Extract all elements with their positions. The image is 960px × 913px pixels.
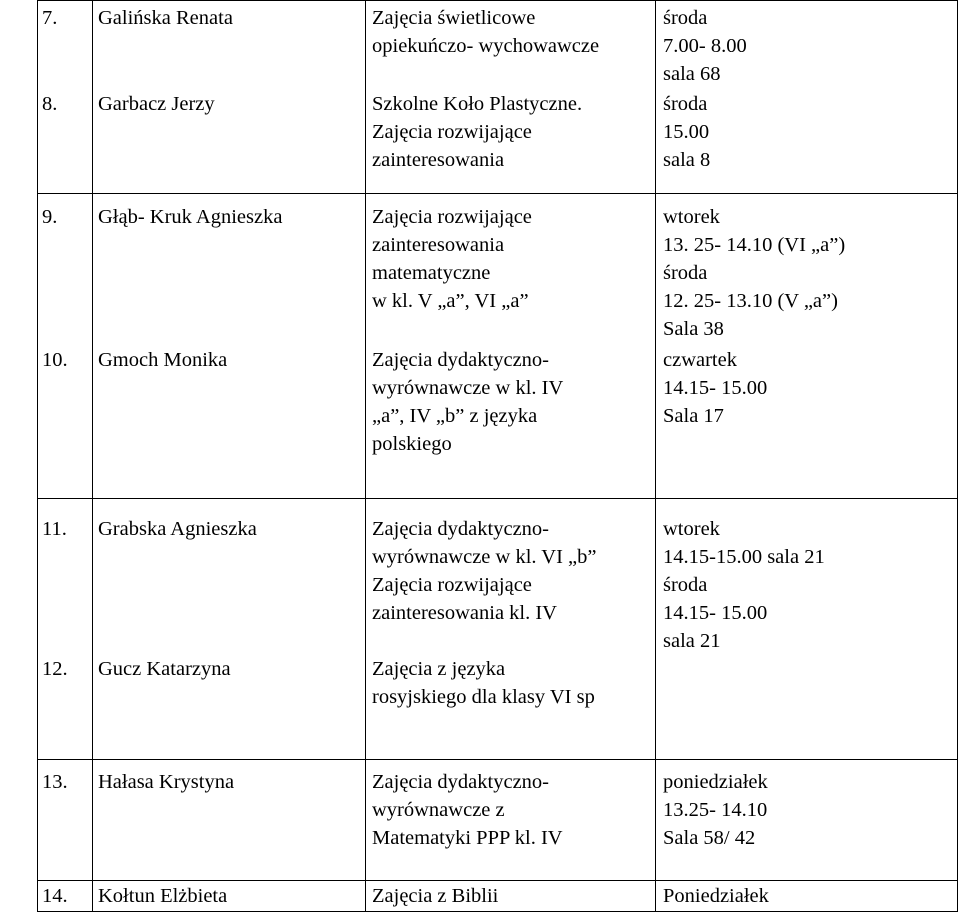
schedule-info — [663, 90, 710, 174]
schedule-line: 15.00 — [663, 121, 710, 143]
schedule-line: Sala 17 — [663, 405, 724, 427]
activity-line: w kl. V „a”, VI „a” — [372, 290, 529, 312]
activity-line: Zajęcia z języka — [372, 658, 506, 680]
activity-line: wyrównawcze w kl. IV — [372, 377, 564, 399]
activity-description — [372, 515, 596, 627]
schedule-line: czwartek — [663, 349, 737, 371]
activity-line: matematyczne — [372, 262, 491, 284]
activity-line: Zajęcia dydaktyczno- — [372, 349, 550, 371]
row-number: 11. — [42, 518, 67, 540]
activity-line: rosyjskiego dla klasy VI sp — [372, 686, 595, 708]
schedule-line: 14.15-15.00 sala 21 — [663, 546, 825, 568]
activity-description — [372, 882, 498, 910]
schedule-line: środa — [663, 7, 708, 29]
column-divider — [957, 0, 958, 912]
column-divider — [655, 0, 656, 912]
activity-description — [372, 4, 599, 60]
activity-description — [372, 90, 582, 174]
row-divider — [37, 498, 958, 499]
activity-line: zainteresowania kl. IV — [372, 602, 557, 624]
schedule-line: 7.00- 8.00 — [663, 35, 747, 57]
schedule-line: środa — [663, 262, 708, 284]
schedule-line: sala 21 — [663, 630, 721, 652]
activity-description — [372, 203, 532, 315]
schedule-line: Sala 58/ 42 — [663, 827, 756, 849]
activity-line: zainteresowania — [372, 149, 505, 171]
row-number: 8. — [42, 93, 58, 115]
schedule-line: 13.25- 14.10 — [663, 799, 768, 821]
schedule-line: wtorek — [663, 518, 720, 540]
schedule-line: 14.15- 15.00 — [663, 602, 768, 624]
schedule-line: sala 8 — [663, 149, 711, 171]
schedule-line: Poniedziałek — [663, 885, 769, 907]
schedule-line: 14.15- 15.00 — [663, 377, 768, 399]
schedule-line: środa — [663, 93, 708, 115]
activity-description — [372, 768, 563, 852]
schedule-line: 12. 25- 13.10 (V „a”) — [663, 290, 838, 312]
schedule-line: sala 68 — [663, 63, 721, 85]
activity-line: Zajęcia dydaktyczno- — [372, 771, 550, 793]
activity-line: Zajęcia rozwijające — [372, 574, 532, 596]
teacher-name: Grabska Agnieszka — [98, 518, 257, 540]
teacher-name: Hałasa Krystyna — [98, 771, 235, 793]
schedule-line: środa — [663, 574, 708, 596]
activity-line: Zajęcia świetlicowe — [372, 7, 536, 29]
activity-line: Matematyki PPP kl. IV — [372, 827, 563, 849]
column-divider — [92, 0, 93, 912]
row-divider — [37, 880, 958, 881]
row-divider — [37, 759, 958, 760]
activity-line: opiekuńczo- wychowawcze — [372, 35, 600, 57]
activity-line: wyrównawcze w kl. VI „b” — [372, 546, 597, 568]
activity-line: Zajęcia dydaktyczno- — [372, 518, 550, 540]
row-number: 14. — [42, 885, 68, 907]
schedule-info — [663, 515, 825, 655]
row-number: 13. — [42, 771, 68, 793]
activity-line: „a”, IV „b” z języka — [372, 405, 538, 427]
schedule-info — [663, 768, 768, 852]
teacher-name: Kołtun Elżbieta — [98, 885, 228, 907]
schedule-info — [663, 203, 845, 343]
schedule-line: 13. 25- 14.10 (VI „a”) — [663, 234, 846, 256]
column-divider — [365, 0, 366, 912]
schedule-line: poniedziałek — [663, 771, 768, 793]
activity-line: polskiego — [372, 433, 452, 455]
teacher-name: Gucz Katarzyna — [98, 658, 231, 680]
table-border-bottom — [37, 911, 958, 912]
activity-line: zainteresowania — [372, 234, 505, 256]
schedule-info — [663, 4, 747, 88]
activity-line: Zajęcia z Biblii — [372, 885, 499, 907]
row-number: 10. — [42, 349, 68, 371]
activity-line: Zajęcia rozwijające — [372, 206, 532, 228]
schedule-line: Sala 38 — [663, 318, 724, 340]
teacher-name: Głąb- Kruk Agnieszka — [98, 206, 283, 228]
column-divider — [37, 0, 38, 912]
schedule-line: wtorek — [663, 206, 720, 228]
row-number: 7. — [42, 7, 58, 29]
row-divider — [37, 193, 958, 194]
activity-description — [372, 346, 563, 458]
activity-line: wyrównawcze z — [372, 799, 505, 821]
row-number: 12. — [42, 658, 68, 680]
activity-line: Szkolne Koło Plastyczne. — [372, 93, 583, 115]
teacher-name: Garbacz Jerzy — [98, 93, 215, 115]
teacher-name: Gmoch Monika — [98, 349, 228, 371]
schedule-info — [663, 882, 769, 910]
row-number: 9. — [42, 206, 58, 228]
schedule-info — [663, 346, 767, 430]
teacher-name: Galińska Renata — [98, 7, 233, 29]
table-border-top — [37, 0, 958, 1]
activity-line: Zajęcia rozwijające — [372, 121, 532, 143]
activity-description — [372, 655, 595, 711]
